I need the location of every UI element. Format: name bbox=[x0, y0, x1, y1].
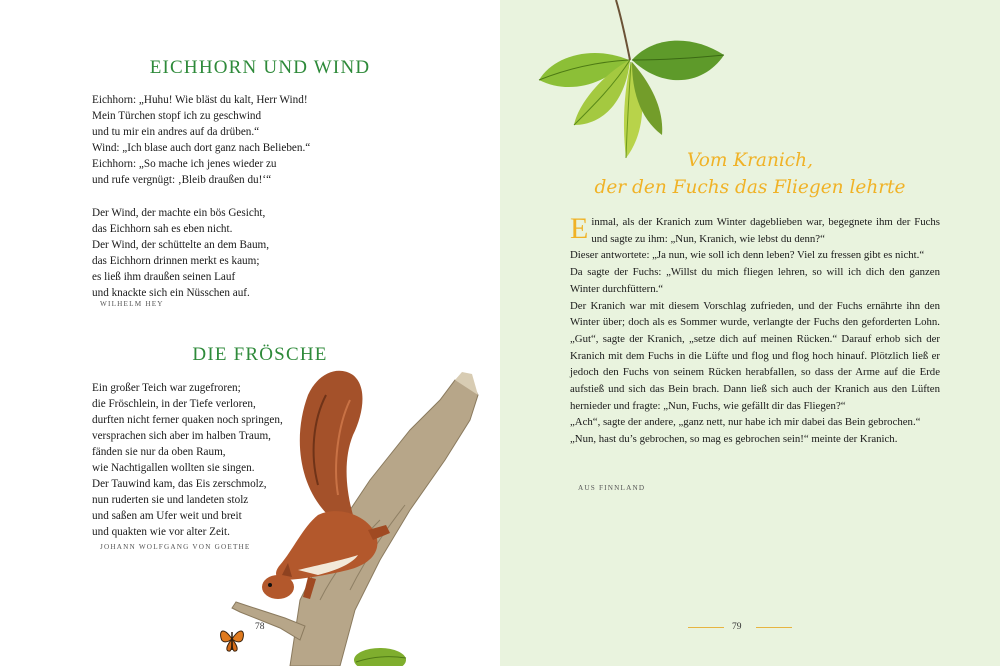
story-paragraph: „Nun, hast du’s gebrochen, so mag es gebrochen sein!“ meinte der Kranich. bbox=[570, 433, 898, 446]
poem-author-hey: WILHELM HEY bbox=[100, 300, 164, 308]
story-title-line2: der den Fuchs das Fliegen lehrte bbox=[594, 177, 906, 198]
poem-line: und rufe vergnügt: ‚Bleib draußen du!‘“ bbox=[92, 174, 272, 186]
story-paragraph: Der Kranich war mit diesem Vorschlag zufrieden, und der Fuchs ernährte ihn den Winter über; doch als es Sommer wurde, verlangte der Fuchs den geforderten Lohn. „Gut“, sagte der Kranich, „setze dich auf meinen Rücken.“ Darauf erhob sich der Kranich mit dem Fuchs in die Lüfte und flog und flog hoch hinauf. Plötzlich ließ er jedoch den Fuchs von seinem Rücken herabfallen, so dass der Arme auf die Erde aufstieß und sich das Bein brach. Dann ließ sich auch der Kranich aus den Lüften hernieder und fragte: „Nun, Fuchs, wie gefällt dir das Fliegen?“ bbox=[570, 299, 940, 412]
poem-line: das Eichhorn drinnen merkt es kaum; bbox=[92, 255, 260, 267]
poem-line: nun ruderten sie und landeten stolz bbox=[92, 494, 249, 506]
poem-line: Ein großer Teich war zugefroren; bbox=[92, 382, 241, 394]
story-paragraph: Dieser antwortete: „Ja nun, wie soll ich denn leben? Viel zu fressen gibt es nicht.“ bbox=[570, 249, 925, 262]
drop-cap: E bbox=[570, 212, 589, 245]
poem-line: und quakten wie vor alter Zeit. bbox=[92, 526, 230, 538]
poem-line: versprachen sich aber im halben Traum, bbox=[92, 430, 271, 442]
poem-author-goethe: JOHANN WOLFGANG VON GOETHE bbox=[100, 543, 251, 551]
story-body bbox=[570, 214, 940, 448]
leaf-illustration bbox=[352, 640, 412, 666]
story-paragraph: Einmal, als der Kranich zum Winter dageblieben war, begegnete ihm der Fuchs und sagte zu ihm: „Nun, Kranich, wie lebst du denn?“ bbox=[570, 212, 940, 245]
poem-line: und tu mir ein andres auf da drüben.“ bbox=[92, 126, 260, 138]
poem-line: und knackte sich ein Nüsschen auf. bbox=[92, 287, 250, 299]
poem-line: Der Wind, der machte ein bös Gesicht, bbox=[92, 207, 266, 219]
poem-line: die Fröschlein, in der Tiefe verloren, bbox=[92, 398, 256, 410]
poem-line: das Eichhorn sah es eben nicht. bbox=[92, 223, 233, 235]
leaves-illustration bbox=[534, 0, 734, 170]
folio-rule-right bbox=[756, 627, 792, 628]
poem-line: wie Nachtigallen wollten sie singen. bbox=[92, 462, 255, 474]
poem-line: Mein Türchen stopf ich zu geschwind bbox=[92, 110, 262, 122]
right-page bbox=[500, 0, 1000, 666]
page-number-left: 78 bbox=[255, 622, 265, 632]
poem-line: durften nicht ferner quaken noch springen, bbox=[92, 414, 283, 426]
poem-line: Eichhorn: „Huhu! Wie bläst du kalt, Herr Wind! bbox=[92, 94, 308, 106]
poem-line: fänden sie nur da oben Raum, bbox=[92, 446, 226, 458]
story-title-line1: Vom Kranich, bbox=[687, 150, 813, 171]
story-source: AUS FINNLAND bbox=[578, 484, 646, 492]
poem-line: Eichhorn: „So mache ich jenes wieder zu bbox=[92, 158, 277, 170]
poem-line: Der Wind, der schüttelte an dem Baum, bbox=[92, 239, 270, 251]
poem-line: und saßen am Ufer weit und breit bbox=[92, 510, 242, 522]
poem-title-froesche: DIE FRÖSCHE bbox=[192, 344, 328, 365]
poem-title-eichhorn: EICHHORN UND WIND bbox=[149, 57, 371, 78]
page-number-right: 79 bbox=[732, 622, 742, 632]
folio-rule-left bbox=[688, 627, 724, 628]
butterfly-illustration bbox=[219, 624, 245, 654]
squirrel-illustration bbox=[258, 365, 398, 625]
poem-line: Der Tauwind kam, das Eis zerschmolz, bbox=[92, 478, 267, 490]
poem-line: Wind: „Ich blase auch dort ganz nach Belieben.“ bbox=[92, 142, 311, 154]
poem-line: es ließ ihm draußen seinen Lauf bbox=[92, 271, 236, 283]
story-paragraph: Da sagte der Fuchs: „Willst du mich fliegen lehren, so will ich dich den ganzen Winter durchfüttern.“ bbox=[570, 266, 940, 295]
story-paragraph: „Ach“, sagte der andere, „ganz nett, nur habe ich mir dabei das Bein gebrochen.“ bbox=[570, 416, 921, 429]
